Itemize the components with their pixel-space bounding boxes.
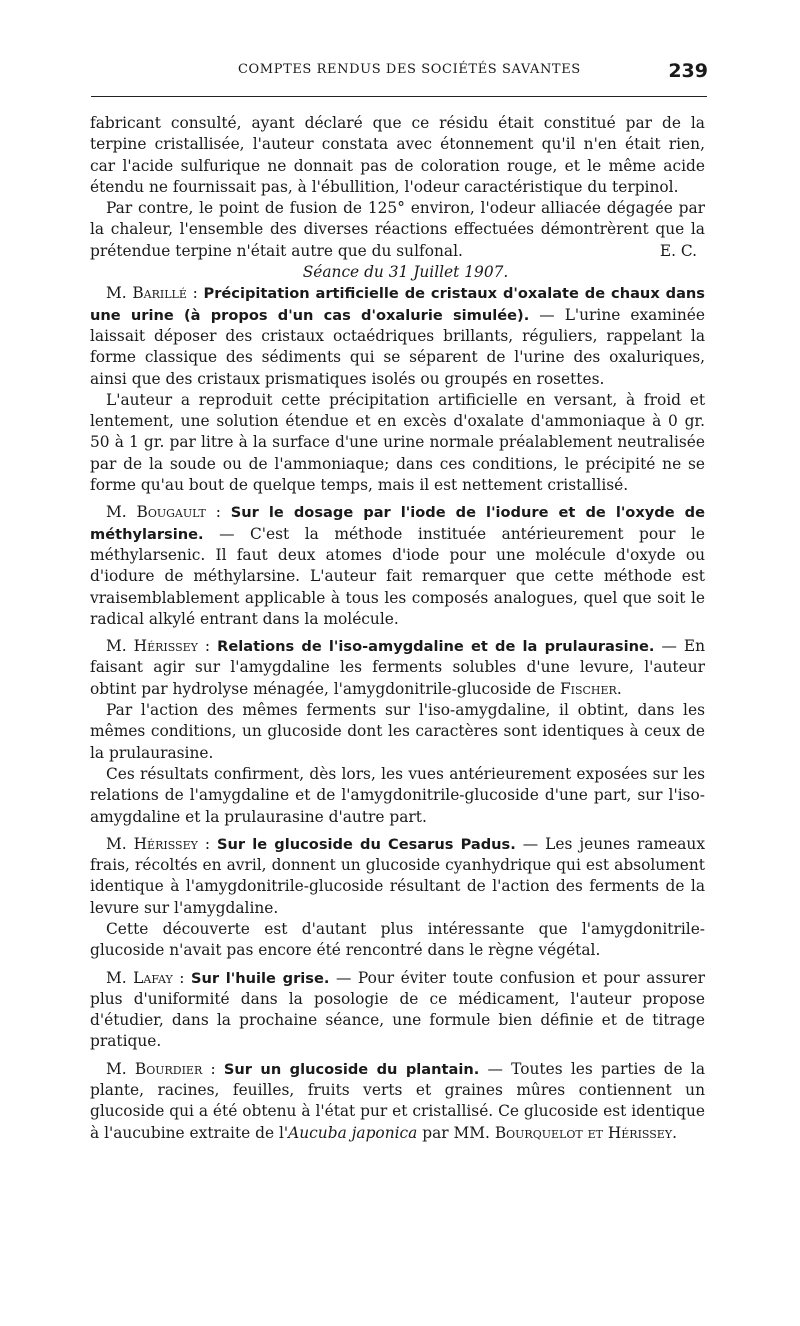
separator: :: [186, 284, 204, 303]
communication-herissey-2: [90, 834, 705, 919]
communication-title: Précipitation artificielle de cristaux d'oxalate de chaux dans une urine (à propos d'un cas d'oxalurie simulée).: [90, 285, 705, 324]
session-heading: Séance du 31 Juillet 1907.: [302, 263, 509, 282]
communication-herissey-1: [90, 636, 705, 700]
author-name: Bourdier: [134, 1059, 203, 1078]
separator: :: [205, 503, 231, 522]
running-header: [88, 60, 708, 84]
separator: :: [197, 834, 217, 853]
communication-title: Sur l'huile grise.: [191, 969, 330, 987]
separator: :: [197, 637, 218, 656]
author-name: Barillé: [132, 284, 187, 303]
prefix: M.: [106, 284, 133, 303]
communication-text: par MM.: [417, 1123, 495, 1142]
separator: :: [202, 1059, 224, 1078]
communication-title: Sur un glucoside du plantain.: [223, 1060, 480, 1078]
communication-text: — L'urine examinée laissait déposer des cristaux octaédriques brillants, réguliers, rappelant la forme classique des sédiments qui se séparent de l'urine des oxaluriques, ainsi que des cristaux prismatiques isolés ou groupés en rosettes.: [90, 305, 705, 388]
paragraph: fabricant consulté, ayant déclaré que ce résidu était constitué par de la terpine cristallisée, l'auteur constata avec étonnement qu'il n'en était rien, car l'acide sulfurique ne donnait pas de coloration rouge, et le même acide étendu ne fournissait pas, à l'ébullition, l'odeur caractéristique du terpinol.: [90, 114, 705, 196]
paragraph: Ces résultats confirment, dès lors, les vues antérieurement exposées sur les relations de l'amygdaline et de l'amygdonitrile-glucoside d'une part, sur l'iso-amygdaline et la prulaurasine d'autre part.: [90, 764, 705, 826]
communication-bourdier: [90, 1059, 705, 1144]
article: l': [279, 1123, 289, 1142]
prefix: M.: [106, 503, 137, 522]
communication-lafay: [90, 968, 705, 1053]
author-name: Bougault: [136, 503, 206, 522]
author-name: Hérissey: [133, 637, 198, 656]
prefix: M.: [106, 968, 134, 987]
communication-text: — C'est la méthode instituée antérieurement pour le méthylarsenic. Il faut deux atomes d'iode pour une molécule d'oxyde ou d'iodure de méthylarsine. L'auteur fait remarquer que cette méthode est vraisemblablement applicable à tous les composés analogues, quel que soit le radical alkylé entrant dans la molécule.: [90, 524, 705, 628]
communication-text: — Les jeunes rameaux frais, récoltés en avril, donnent un glucoside cyanhydrique qui est absolument identique à l'amygdonitrile-glucoside résultant de l'action des ferments de la levure sur l'amygdaline.: [90, 834, 705, 917]
prefix: M.: [106, 1059, 135, 1078]
communication-barille: [90, 283, 705, 389]
communication-title: Sur le glucoside du Cesarus Padus.: [217, 835, 516, 853]
communication-text: .: [672, 1123, 677, 1142]
paragraph: Cette découverte est d'autant plus intéressante que l'amygdonitrile-glucoside n'avait pas encore été rencontré dans le règne végétal.: [90, 919, 705, 960]
communication-text: — Pour éviter toute confusion et pour assurer plus d'uniformité dans la posologie de ce médicament, l'auteur propose d'étudier, dans la prochaine séance, une formule bien définie et de titrage pratique.: [90, 968, 706, 1051]
communication-text: .: [616, 679, 622, 698]
signature: E. C.: [659, 241, 697, 260]
cited-author: Fischer: [559, 679, 617, 698]
separator: :: [172, 968, 191, 987]
journal-title: COMPTES RENDUS DES SOCIÉTÉS SAVANTES: [238, 62, 581, 77]
paragraph: L'auteur a reproduit cette précipitation artificielle en versant, à froid et lentement, une solution étendue et en excès d'oxalate d'ammoniaque à 0 gr. 50 à 1 gr. par litre à la surface d'une urine normale préalablement neutralisée par de la soude ou de l'ammoniaque; dans ces conditions, le précipité ne se forme qu'au bout de quelque temps, mais il est nettement cristallisé.: [90, 390, 705, 495]
communication-title: Relations de l'iso-amygdaline et de la prulaurasine.: [217, 638, 655, 656]
paragraph: [90, 198, 705, 262]
communication-text: — En faisant agir sur l'amygdaline les ferments solubles d'une levure, l'auteur obtint par hydrolyse ménagée, l'amygdonitrile-glucoside de: [90, 637, 705, 698]
prefix: M.: [106, 637, 134, 656]
cited-authors: Bourquelot et Hérissey: [494, 1123, 673, 1142]
author-name: Hérissey: [133, 834, 198, 853]
communication-text: — Toutes les parties de la plante, racines, feuilles, fruits verts et graines mûres contiennent un glucoside qui a été obtenu à l'état pur et cristallisé. Ce glucoside est identique à l'aucubine extraite de: [90, 1059, 705, 1142]
page-body: [90, 113, 705, 1144]
author-name: Lafay: [133, 968, 173, 987]
species-name: Aucuba japonica: [288, 1123, 418, 1142]
communication-title: Sur le dosage par l'iode de l'iodure et de l'oxyde de méthylarsine.: [90, 504, 705, 543]
communication-bougault: [90, 502, 705, 630]
paragraph: Par l'action des mêmes ferments sur l'iso-amygdaline, il obtint, dans les mêmes conditions, un glucoside dont les caractères sont identiques à ceux de la prulaurasine.: [90, 701, 705, 762]
header-rule: [91, 96, 707, 97]
paragraph-text: Par contre, le point de fusion de 125° environ, l'odeur alliacée dégagée par la chaleur, l'ensemble des diverses réactions effectuées démontrèrent que la prétendue terpine n'était autre que du sulfonal.: [90, 199, 705, 260]
page-number: 239: [668, 60, 708, 82]
prefix: M.: [106, 834, 134, 853]
